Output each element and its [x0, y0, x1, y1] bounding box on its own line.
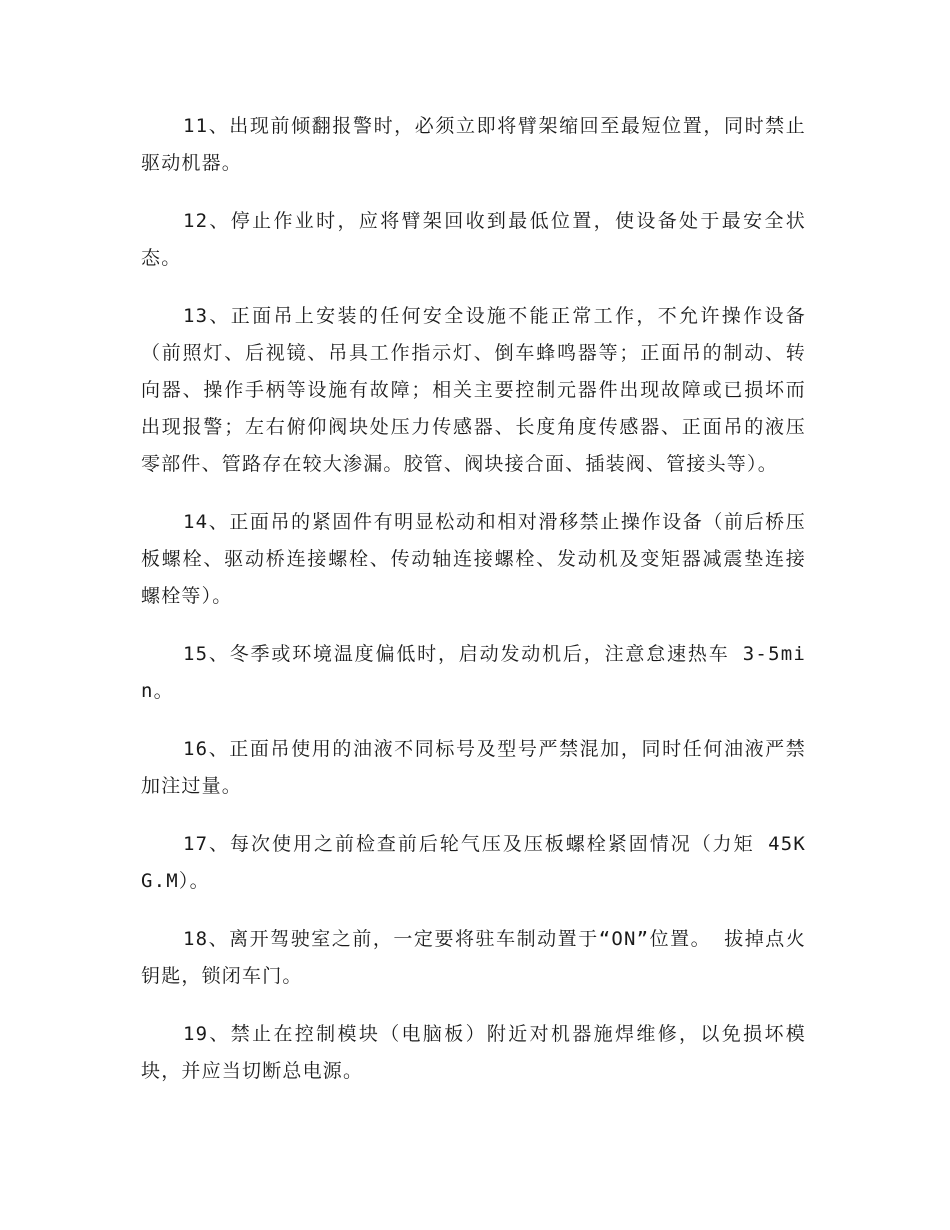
paragraph-19: 19、禁止在控制模块（电脑板）附近对机器施焊维修，以免损坏模块，并应当切断总电源。	[141, 1023, 806, 1082]
paragraph-13: 13、正面吊上安装的任何安全设施不能正常工作，不允许操作设备（前照灯、后视镜、吊具工作指示灯、倒车蜂鸣器等；正面吊的制动、转向器、操作手柄等设施有故障；相关主要控制元器件出现故障或已损坏而出现报警；左右俯仰阀块处压力传感器、长度角度传感器、正面吊的液压零部件、管路存在较大渗漏。胶管、阀块接合面、插装阀、管接头等）。	[141, 305, 806, 475]
paragraph-18: 18、离开驾驶室之前，一定要将驻车制动置于“ON”位置。 拔掉点火钥匙，锁闭车门。	[141, 928, 806, 987]
paragraph-14: 14、正面吊的紧固件有明显松动和相对滑移禁止操作设备（前后桥压板螺栓、驱动桥连接螺栓、传动轴连接螺栓、发动机及变矩器减震垫连接螺栓等）。	[141, 511, 806, 607]
paragraph-17: 17、每次使用之前检查前后轮气压及压板螺栓紧固情况（力矩 45KG.M）。	[141, 833, 806, 892]
paragraph-11: 11、出现前倾翻报警时，必须立即将臂架缩回至最短位置，同时禁止驱动机器。	[141, 115, 806, 174]
paragraph-15: 15、冬季或环境温度偏低时，启动发动机后，注意怠速热车 3-5min。	[141, 643, 806, 702]
document-body	[141, 108, 806, 1111]
paragraph-16: 16、正面吊使用的油液不同标号及型号严禁混加，同时任何油液严禁加注过量。	[141, 738, 806, 797]
paragraph-12: 12、停止作业时，应将臂架回收到最低位置，使设备处于最安全状态。	[141, 210, 806, 269]
